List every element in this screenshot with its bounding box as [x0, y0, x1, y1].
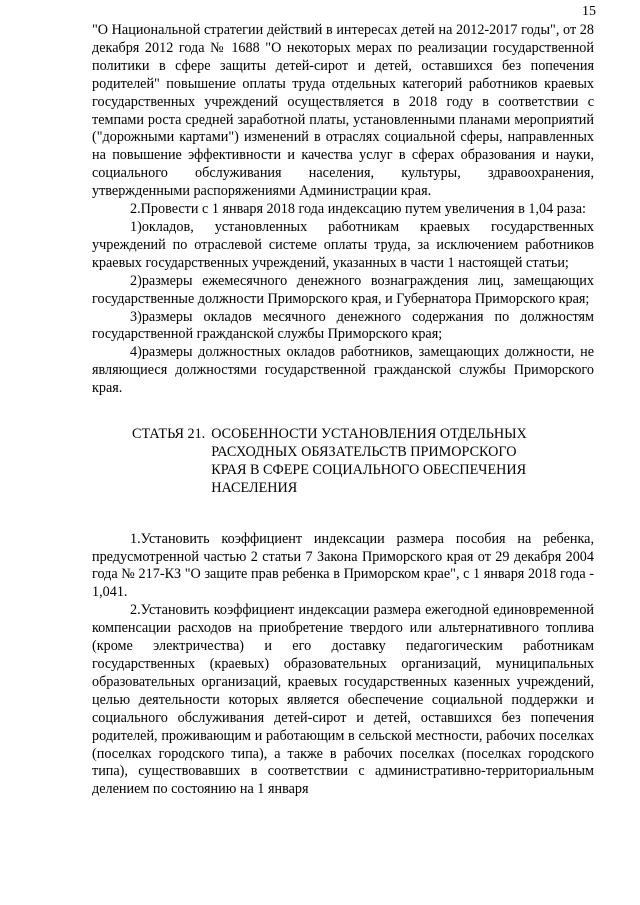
- article-label: СТАТЬЯ 21.: [132, 426, 206, 443]
- paragraph-p7: 1.Установить коэффициент индексации размера пособия на ребенка, предусмотренной частью 2 статьи 7 Закона Приморского края от 29 декабря 2004 года № 217-КЗ "О защите прав ребенка в Приморском крае", с 1 января 2018 года - 1,041.: [92, 530, 594, 601]
- paragraph-p4: 2)размеры ежемесячного денежного вознаграждения лиц, замещающих государственные должности Приморского края, и Губернатора Приморского края;: [92, 272, 594, 307]
- page-number: 15: [582, 4, 596, 19]
- document-body: [92, 22, 594, 799]
- paragraph-p6: 4)размеры должностных окладов работников, замещающих должности, не являющиеся должностями государственной гражданской службы Приморского края.: [92, 344, 594, 397]
- paragraphs-top: [92, 22, 594, 398]
- paragraph-p2: 2.Провести с 1 января 2018 года индексацию путем увеличения в 1,04 раза:: [130, 201, 586, 218]
- paragraph-p1: "О Национальной стратегии действий в интересах детей на 2012-2017 годы", от 28 декабря 2012 года № 1688 "О некоторых мерах по реализации государственной политики в сфере защиты детей-сирот и детей, оставшихся без попечения родителей" повышение оплаты труда отдельных категорий работников краевых государственных учреждений осуществляется в 2018 году в соответствии с темпами роста средней заработной платы, установленными планами мероприятий ("дорожными картами") изменений в отраслях социальной сферы, направленных на повышение эффективности и качества услуг в сферах образования и науки, социального обслуживания населения, культуры, здравоохранения, утвержденными распоряжениями Администрации края.: [92, 22, 594, 200]
- article-title: ОСОБЕННОСТИ УСТАНОВЛЕНИЯ ОТДЕЛЬНЫХ РАСХОДНЫХ ОБЯЗАТЕЛЬСТВ ПРИМОРСКОГО КРАЯ В СФЕРЕ СОЦИАЛЬНОГО ОБЕСПЕЧЕНИЯ НАСЕЛЕНИЯ: [211, 426, 527, 496]
- article-heading: [92, 426, 594, 498]
- paragraph-p5: 3)размеры окладов месячного денежного содержания по должностям государственной гражданской службы Приморского края;: [92, 308, 594, 343]
- paragraph-p3: 1)окладов, установленных работникам краевых государственных учреждений по отраслевой системе оплаты труда, за исключением работников краевых государственных учреждений, указанных в части 1 настоящей статьи;: [92, 218, 594, 271]
- paragraph-p8: 2.Установить коэффициент индексации размера ежегодной единовременной компенсации расходов на приобретение твердого или альтернативного топлива (кроме электричества) и его доставку педагогическим работникам государственных (краевых) образовательных организаций, муниципальных образовательных организаций, краевых государственных казенных учреждений, целью деятельности которых является обеспечение социальной поддержки и социального обслуживания детей-сирот и детей, оставшихся без попечения родителей, проживающим и работающим в сельской местности, рабочих поселках (поселках городского типа), а также в рабочих поселках (поселках городского типа), существовавших в соответствии с административно-территориальным делением по состоянию на 1 января: [92, 602, 594, 798]
- paragraphs-bottom: [92, 531, 594, 800]
